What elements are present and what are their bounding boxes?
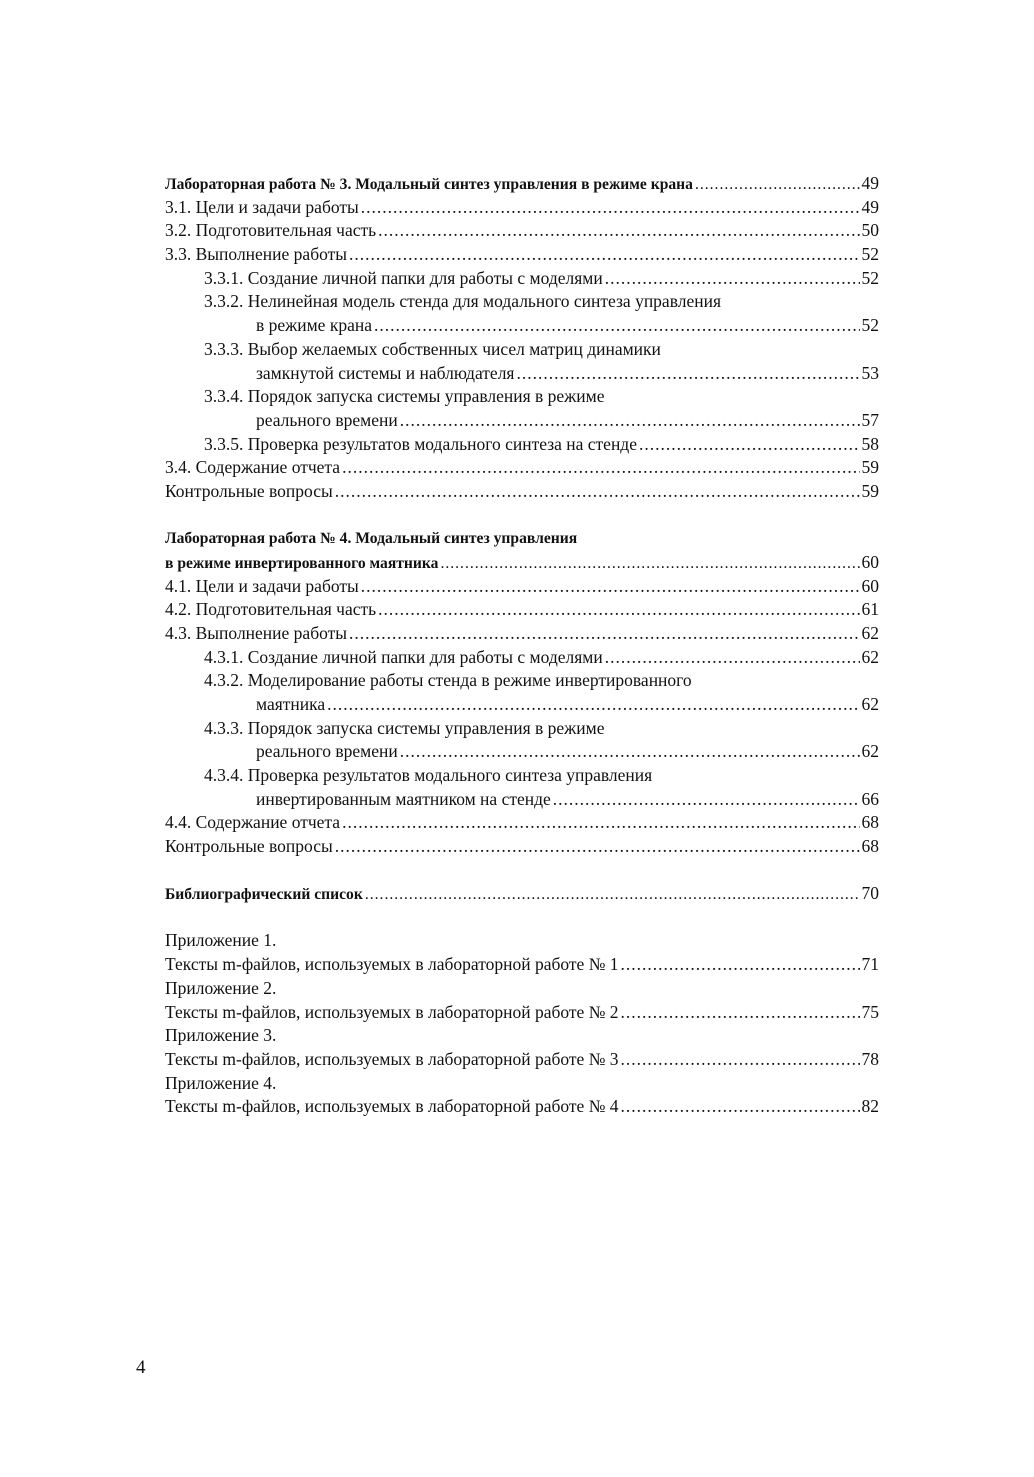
toc-leader-dots (605, 646, 860, 670)
toc-page-number: 57 (861, 409, 879, 430)
toc-entry-3-1[interactable] (165, 196, 879, 220)
toc-entry-3-3-2[interactable] (165, 290, 879, 314)
toc-page-number: 61 (861, 599, 879, 620)
toc-heading-text: Лабораторная работа № 3. Модальный синтез управления в режиме крана (165, 176, 693, 193)
toc-page-number: 58 (861, 433, 879, 454)
toc-leader-dots (605, 267, 860, 291)
toc-leader-dots (639, 433, 860, 457)
table-of-contents (165, 172, 879, 1119)
toc-entry-4-3-3-cont[interactable] (165, 740, 879, 764)
toc-entry-text: реального времени (256, 741, 398, 762)
toc-heading-lab4-cont[interactable] (165, 551, 879, 575)
toc-entry-4-3-1[interactable] (165, 646, 879, 670)
toc-entry-3-3-1[interactable] (165, 267, 879, 291)
toc-entry-text: Контрольные вопросы (165, 836, 333, 857)
toc-page-number: 49 (861, 196, 879, 217)
toc-entry-text: 4.3.1. Создание личной папки для работы с моделями (204, 646, 603, 667)
toc-entry-text: реального времени (256, 409, 398, 430)
toc-entry-text: Приложение 1. (165, 930, 277, 951)
toc-page-number: 60 (861, 575, 879, 596)
toc-appendix-2[interactable] (165, 1001, 879, 1025)
toc-entry-3-4[interactable] (165, 456, 879, 480)
toc-entry-text: инвертированным маятником на стенде (256, 788, 551, 809)
toc-entry-text: Тексты m-файлов, используемых в лабораторной работе № 2 (165, 1001, 619, 1022)
toc-entry-text: 4.3. Выполнение работы (165, 622, 348, 643)
toc-entry-3-3-3-cont[interactable] (165, 362, 879, 386)
toc-leader-dots (378, 219, 859, 243)
toc-entry-text: Тексты m-файлов, используемых в лабораторной работе № 4 (165, 1096, 619, 1117)
toc-leader-dots (349, 622, 859, 646)
toc-entry-3-2[interactable] (165, 219, 879, 243)
toc-entry-text: 4.3.4. Проверка результатов модального синтеза управления (204, 765, 653, 785)
toc-entry-text: маятника (256, 693, 326, 714)
toc-entry-3-3-4-cont[interactable] (165, 409, 879, 433)
toc-heading-text: Библиографический список (165, 886, 363, 904)
toc-page-number: 52 (861, 315, 879, 336)
toc-page-number: 75 (861, 1001, 879, 1022)
toc-appendix-label-2[interactable] (165, 977, 879, 1001)
toc-leader-dots (335, 480, 860, 504)
toc-entry-4-1[interactable] (165, 575, 879, 599)
toc-entry-3-questions[interactable] (165, 480, 879, 504)
toc-page-number: 62 (861, 693, 879, 714)
toc-entry-text: 3.3.2. Нелинейная модель стенда для модального синтеза управления (204, 291, 722, 312)
toc-page-number: 62 (861, 646, 879, 667)
toc-leader-dots (440, 552, 859, 576)
toc-entry-4-3-4-cont[interactable] (165, 788, 879, 812)
toc-leader-dots (621, 1048, 860, 1072)
toc-entry-text: 4.4. Содержание отчета (165, 812, 341, 833)
toc-heading-bibliography[interactable] (165, 882, 879, 906)
toc-entry-4-3-4[interactable] (165, 764, 879, 788)
toc-page-number: 71 (861, 954, 879, 975)
toc-leader-dots (516, 362, 859, 386)
page-number: 4 (136, 1357, 146, 1378)
toc-page-number: 52 (861, 267, 879, 288)
toc-leader-dots (374, 314, 860, 338)
toc-page-number: 59 (861, 457, 879, 478)
toc-entry-text: Контрольные вопросы (165, 480, 333, 501)
toc-page-number: 62 (861, 622, 879, 643)
toc-leader-dots (400, 409, 860, 433)
toc-page-number: 52 (861, 244, 879, 265)
toc-page-number: 62 (861, 741, 879, 762)
toc-entry-3-3[interactable] (165, 243, 879, 267)
toc-leader-dots (349, 243, 859, 267)
toc-page-number: 53 (861, 362, 879, 383)
toc-leader-dots (621, 1001, 860, 1025)
toc-appendix-label-1[interactable] (165, 929, 879, 953)
toc-entry-text: 3.3.4. Порядок запуска системы управления в режиме (204, 386, 605, 407)
toc-leader-dots (342, 811, 859, 835)
section-gap (165, 906, 879, 930)
toc-leader-dots (327, 693, 859, 717)
toc-entry-3-3-3[interactable] (165, 338, 879, 362)
toc-leader-dots (378, 598, 859, 622)
toc-entry-text: 3.4. Содержание отчета (165, 457, 341, 478)
toc-entry-text: Приложение 2. (165, 977, 277, 998)
toc-appendix-1[interactable] (165, 953, 879, 977)
toc-entry-3-3-2-cont[interactable] (165, 314, 879, 338)
toc-entry-text: в режиме крана (256, 315, 372, 336)
toc-page-number: 78 (861, 1048, 879, 1069)
toc-page-number: 59 (861, 480, 879, 501)
toc-page-number: 68 (861, 836, 879, 857)
toc-appendix-4[interactable] (165, 1095, 879, 1119)
toc-page-number: 82 (861, 1096, 879, 1117)
toc-entry-text: 4.3.2. Моделирование работы стенда в режиме инвертированного (204, 670, 692, 691)
toc-entry-text: 4.2. Подготовительная часть (165, 599, 377, 620)
section-gap (165, 859, 879, 883)
toc-entry-text: Тексты m-файлов, используемых в лабораторной работе № 3 (165, 1048, 619, 1069)
toc-entry-text: 3.3.1. Создание личной папки для работы с моделями (204, 267, 603, 288)
toc-appendix-label-3[interactable] (165, 1024, 879, 1048)
toc-page-number: 49 (861, 173, 879, 193)
toc-heading-lab3[interactable] (165, 172, 879, 196)
toc-entry-text: 3.3.3. Выбор желаемых собственных чисел матриц динамики (204, 338, 661, 359)
toc-leader-dots (621, 1095, 860, 1119)
toc-page-number: 60 (861, 551, 879, 572)
toc-heading-lab4[interactable] (165, 527, 879, 551)
toc-entry-text: 4.3.3. Порядок запуска системы управления в режиме (204, 717, 605, 738)
toc-entry-4-3-3[interactable] (165, 717, 879, 741)
toc-entry-4-questions[interactable] (165, 835, 879, 859)
toc-heading-text: Лабораторная работа № 4. Модальный синтез управления (165, 530, 578, 548)
toc-entry-4-3[interactable] (165, 622, 879, 646)
toc-entry-4-3-2[interactable] (165, 669, 879, 693)
toc-entry-text: Приложение 3. (165, 1025, 277, 1046)
toc-entry-text: 3.3. Выполнение работы (165, 244, 348, 265)
section-gap (165, 504, 879, 528)
toc-leader-dots (695, 173, 860, 197)
toc-entry-3-3-4[interactable] (165, 385, 879, 409)
toc-leader-dots (335, 835, 860, 859)
toc-entry-text: 3.2. Подготовительная часть (165, 220, 377, 241)
toc-leader-dots (553, 788, 860, 812)
toc-page-number: 68 (861, 812, 879, 833)
toc-entry-text: Тексты m-файлов, используемых в лабораторной работе № 1 (165, 954, 619, 975)
toc-entry-3-3-5[interactable] (165, 433, 879, 457)
toc-entry-4-4[interactable] (165, 811, 879, 835)
toc-appendix-label-4[interactable] (165, 1072, 879, 1096)
toc-leader-dots (400, 740, 860, 764)
toc-entry-4-3-2-cont[interactable] (165, 693, 879, 717)
toc-entry-text: 3.1. Цели и задачи работы (165, 196, 359, 217)
toc-leader-dots (365, 883, 860, 907)
toc-page-number: 66 (861, 788, 879, 809)
toc-entry-text: 4.1. Цели и задачи работы (165, 575, 359, 596)
toc-heading-text: в режиме инвертированного маятника (165, 554, 439, 572)
toc-leader-dots (621, 953, 860, 977)
toc-leader-dots (342, 456, 859, 480)
toc-entry-text: замкнутой системы и наблюдателя (256, 362, 515, 383)
toc-entry-4-2[interactable] (165, 598, 879, 622)
toc-entry-text: Приложение 4. (165, 1072, 277, 1093)
toc-page-number: 70 (861, 883, 879, 904)
toc-page-number: 50 (861, 220, 879, 241)
toc-entry-text: 3.3.5. Проверка результатов модального синтеза на стенде (204, 433, 637, 454)
toc-leader-dots (361, 196, 860, 220)
toc-appendix-3[interactable] (165, 1048, 879, 1072)
toc-leader-dots (361, 575, 860, 599)
